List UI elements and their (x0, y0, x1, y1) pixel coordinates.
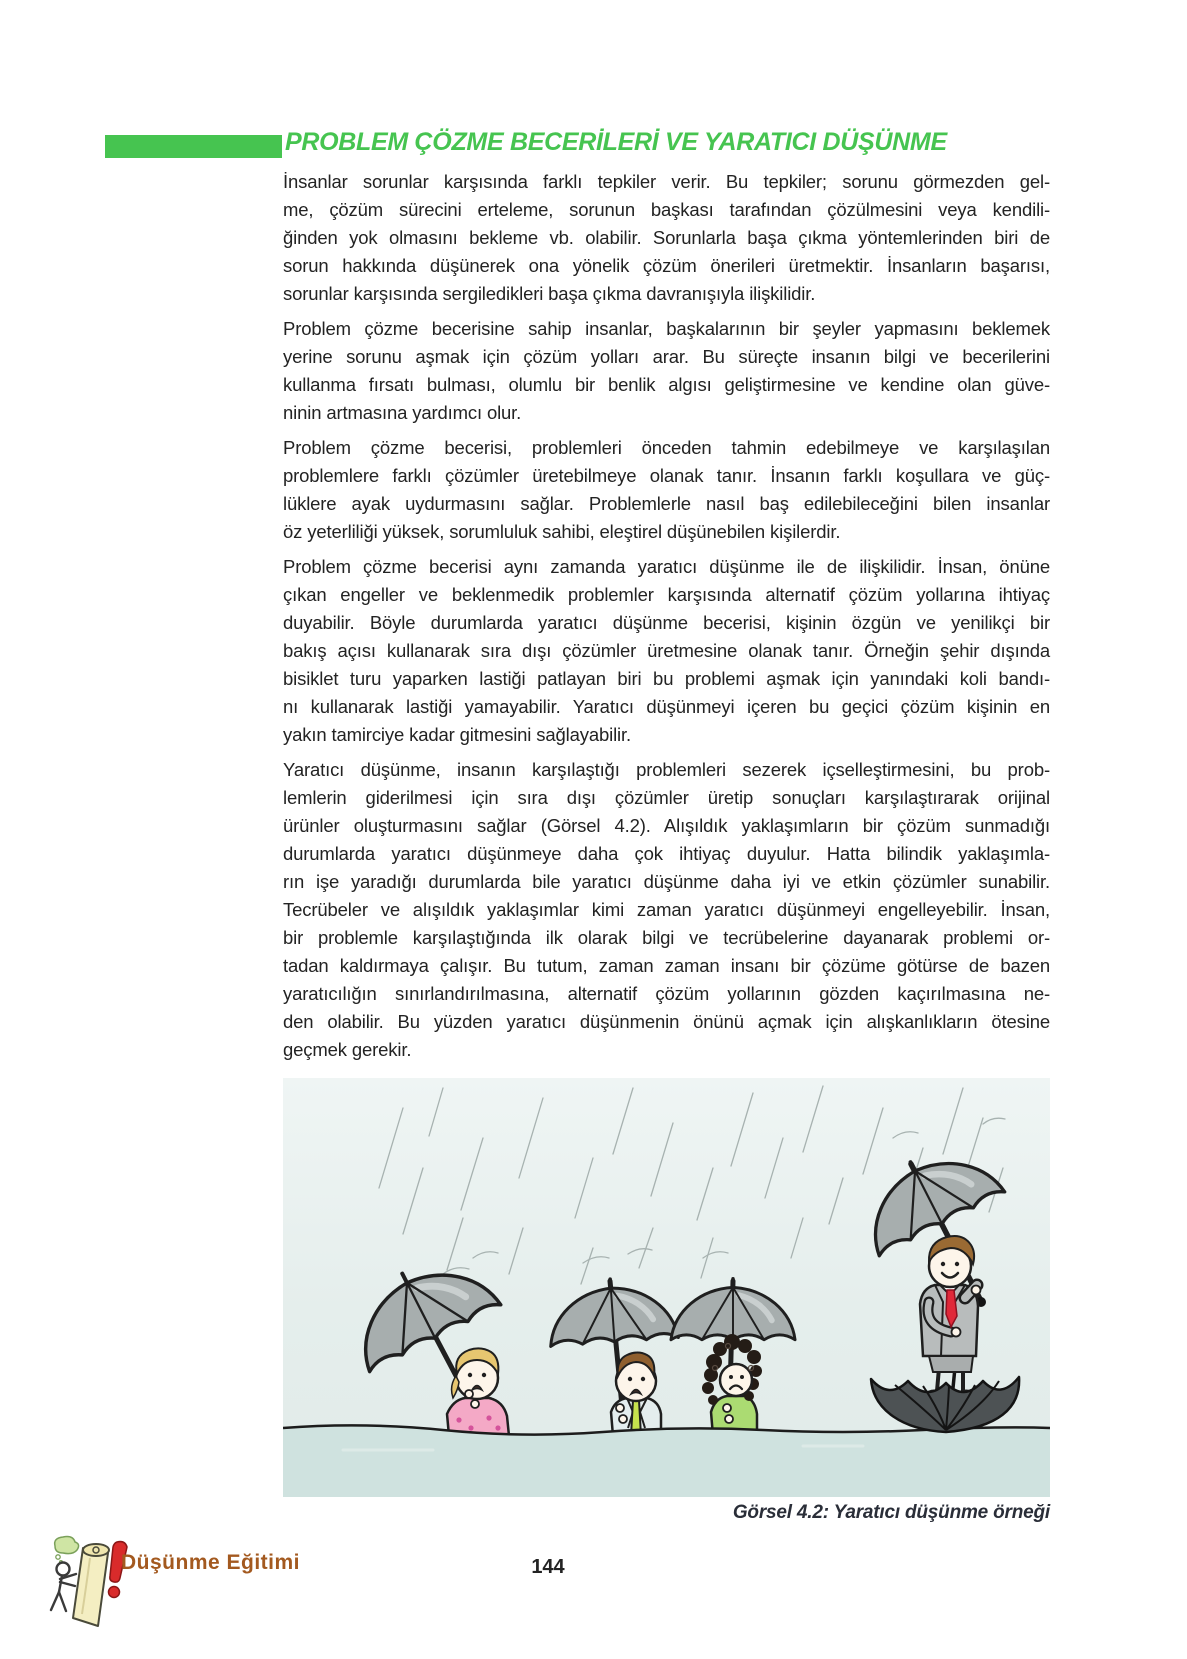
text-line: İnsanlar sorunlar karşısında farklı tepkiler verir. Bu tepkiler; sorunu görmezden gel- (283, 171, 1050, 192)
text-line: lüklere ayak uydurmasını sağlar. Problemlerle nasıl baş edilebileceğini bilen insanlar (283, 493, 1050, 514)
paragraph (283, 756, 1050, 1064)
text-line: lemlerin giderilmesi için sıra dışı çözümler üretip sonuçları karşılaştırarak orijinal (283, 787, 1050, 808)
text-line: yaratıcılığın sınırlandırılmasına, alternatif çözüm yollarının gözden kaçırılmasına ne- (283, 983, 1050, 1004)
stick-figure-icon (51, 1563, 76, 1612)
text-line: Yaratıcı düşünme, insanın karşılaştığı problemleri sezerek içselleştirmesini, bu prob- (283, 759, 1050, 780)
creative-thinking-illustration (283, 1078, 1050, 1497)
text-line: geçmek gerekir. (283, 1039, 412, 1060)
text-line: Problem çözme becerisi aynı zamanda yaratıcı düşünme ile de ilişkilidir. İnsan, önüne (283, 556, 1050, 577)
water (283, 1425, 1050, 1497)
text-line: duyabilir. Böyle durumlarda yaratıcı düşünme becerisi, kişinin özgün ve yenilikçi bir (283, 612, 1050, 633)
paragraph (283, 168, 1050, 308)
text-line: öz yeterliliği yüksek, sorumluluk sahibi, eleştirel düşünebilen kişilerdir. (283, 521, 841, 542)
text-line: sorun hakkında düşünerek ona yönelik çözüm önerileri üretmektir. İnsanların başarısı, (283, 255, 1050, 276)
text-line: kullanma fırsatı bulması, olumlu bir benlik algısı geliştirmesine ve kendine olan güve- (283, 374, 1050, 395)
text-line: ürünler oluşturmasını sağlar (Görsel 4.2). Alışıldık yaklaşımların bir çözüm sunmadığı (283, 815, 1050, 836)
page-number: 144 (531, 1556, 565, 1578)
brand-name: Düşünme Eğitimi (121, 1551, 301, 1574)
body-text (283, 168, 1050, 1071)
text-line: rın işe yaradığı durumlarda bile yaratıcı düşünme daha iyi ve etkin çözümler sunabilir. (283, 871, 1050, 892)
text-line: ninin artmasına yardımcı olur. (283, 402, 522, 423)
figure-caption: Görsel 4.2: Yaratıcı düşünme örneği (732, 1502, 1050, 1523)
text-line: yerine sorunu aşmak için çözüm yolları arar. Bu süreçte insanın bilgi ve becerilerini (283, 346, 1050, 367)
page-title: PROBLEM ÇÖZME BECERİLERİ VE YARATICI DÜŞÜNME (285, 128, 947, 156)
heading-accent-bar (105, 135, 282, 158)
paragraph (283, 553, 1050, 749)
text-line: tadan kaldırmaya çalışır. Bu tutum, zaman zaman insanı bir çözüme götürse de bazen (283, 955, 1050, 976)
text-line: bisiklet turu yaparken lastiği patlayan biri bu problemi aşmak için yanındaki koli bandı- (283, 668, 1050, 689)
text-line: bakış açısı kullanarak sıra dışı çözümler üretmesine olanak tanır. Örneğin şehir dışında (283, 640, 1050, 661)
text-line: den olabilir. Bu yüzden yaratıcı düşünmenin önünü açmak için alışkanlıkların ötesine (283, 1011, 1050, 1032)
text-line: me, çözüm sürecini erteleme, sorunun başkası tarafından çözülmesini veya kendili- (283, 199, 1050, 220)
text-line: ğinden yok olmasını bekleme vb. olabilir. Sorunlarla başa çıkma yöntemlerinden biri de (283, 227, 1050, 248)
paragraph (283, 434, 1050, 546)
paragraph (283, 315, 1050, 427)
scroll-icon (73, 1544, 109, 1626)
text-line: problemlere farklı çözümler üretebilmeye olanak tanır. İnsanın farklı koşullara ve güç- (283, 465, 1050, 486)
text-line: Problem çözme becerisi, problemleri önceden tahmin edebilmeye ve karşılaşılan (283, 437, 1050, 458)
text-line: sorunlar karşısında sergiledikleri başa çıkma davranışıyla ilişkilidir. (283, 283, 816, 304)
thinking-education-logo-icon (45, 1534, 140, 1636)
thought-bubble-icon (55, 1537, 79, 1564)
text-line: Tecrübeler ve alışıldık yaklaşımlar kimi zaman yaratıcı düşünmeyi engelleyebilir. İnsan, (283, 899, 1050, 920)
text-line: yakın tamirciye kadar gitmesini sağlayabilir. (283, 724, 631, 745)
text-line: çıkan engeller ve beklenmedik problemler karşısında alternatif çözüm yollarına ihtiyaç (283, 584, 1050, 605)
text-line: Problem çözme becerisine sahip insanlar, başkalarının bir şeyler yapmasını beklemek (283, 318, 1050, 339)
text-line: durumlarda yaratıcı düşünmeye daha çok ihtiyaç duyulur. Hatta bilindik yaklaşımla- (283, 843, 1050, 864)
text-line: nı kullanarak lastiği yamayabilir. Yaratıcı düşünmeyi içeren bu geçici çözüm kişinin en (283, 696, 1050, 717)
text-line: bir problemle karşılaştığında ilk olarak bilgi ve tecrübelerine dayanarak problemi or- (283, 927, 1050, 948)
